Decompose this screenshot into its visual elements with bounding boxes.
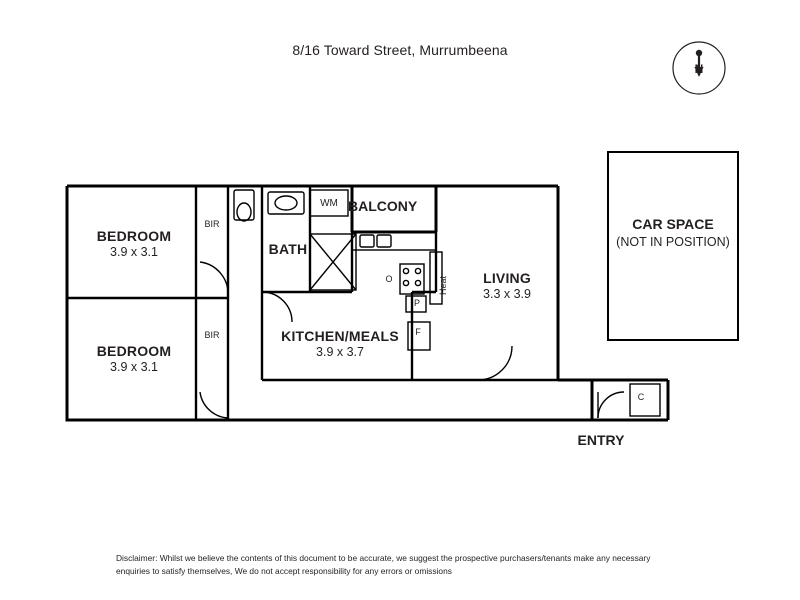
disclaimer-line-2: enquiries to satisfy themselves, We do not accept responsibility for any errors or omissions bbox=[116, 565, 452, 576]
room-label-kitchen-meals bbox=[266, 328, 414, 360]
washing-machine-label: WM bbox=[320, 198, 338, 209]
room-dims: 3.9 x 3.1 bbox=[110, 360, 158, 375]
room-label-balcony: BALCONY bbox=[348, 198, 418, 214]
heater-label: Heat bbox=[438, 275, 448, 295]
car-space-title: CAR SPACE bbox=[632, 216, 714, 232]
entry-label: ENTRY bbox=[577, 432, 625, 448]
fridge-label: F bbox=[415, 327, 421, 337]
room-name: BEDROOM bbox=[96, 228, 172, 244]
bir-label-top: BIR bbox=[204, 219, 220, 229]
car-space-label bbox=[608, 215, 738, 251]
compass-label: N bbox=[694, 62, 704, 76]
room-name: BATH bbox=[268, 241, 308, 257]
bir-label-bottom: BIR bbox=[204, 330, 220, 340]
cupboard-label: C bbox=[637, 392, 645, 402]
room-dims: 3.9 x 3.7 bbox=[316, 345, 364, 360]
room-name: LIVING bbox=[483, 270, 531, 286]
room-label-bedroom-2 bbox=[72, 343, 196, 375]
room-dims: 3.3 x 3.9 bbox=[483, 287, 531, 302]
room-dims: 3.9 x 3.1 bbox=[110, 245, 158, 260]
room-label-living bbox=[452, 270, 562, 302]
oven-label: O bbox=[385, 274, 393, 284]
pantry-label: P bbox=[413, 298, 420, 308]
car-space-note: (NOT IN POSITION) bbox=[616, 234, 730, 249]
room-name: KITCHEN/MEALS bbox=[281, 328, 399, 344]
disclaimer bbox=[116, 552, 716, 577]
room-label-bedroom-1 bbox=[72, 228, 196, 260]
disclaimer-line-1: Disclaimer: Whilst we believe the contents of this document to be accurate, we suggest the prospective purchasers/tenants make any necessary bbox=[116, 553, 651, 563]
page-title: 8/16 Toward Street, Murrumbeena bbox=[292, 42, 508, 58]
room-name: BEDROOM bbox=[96, 343, 172, 359]
room-label-bath bbox=[260, 241, 316, 258]
